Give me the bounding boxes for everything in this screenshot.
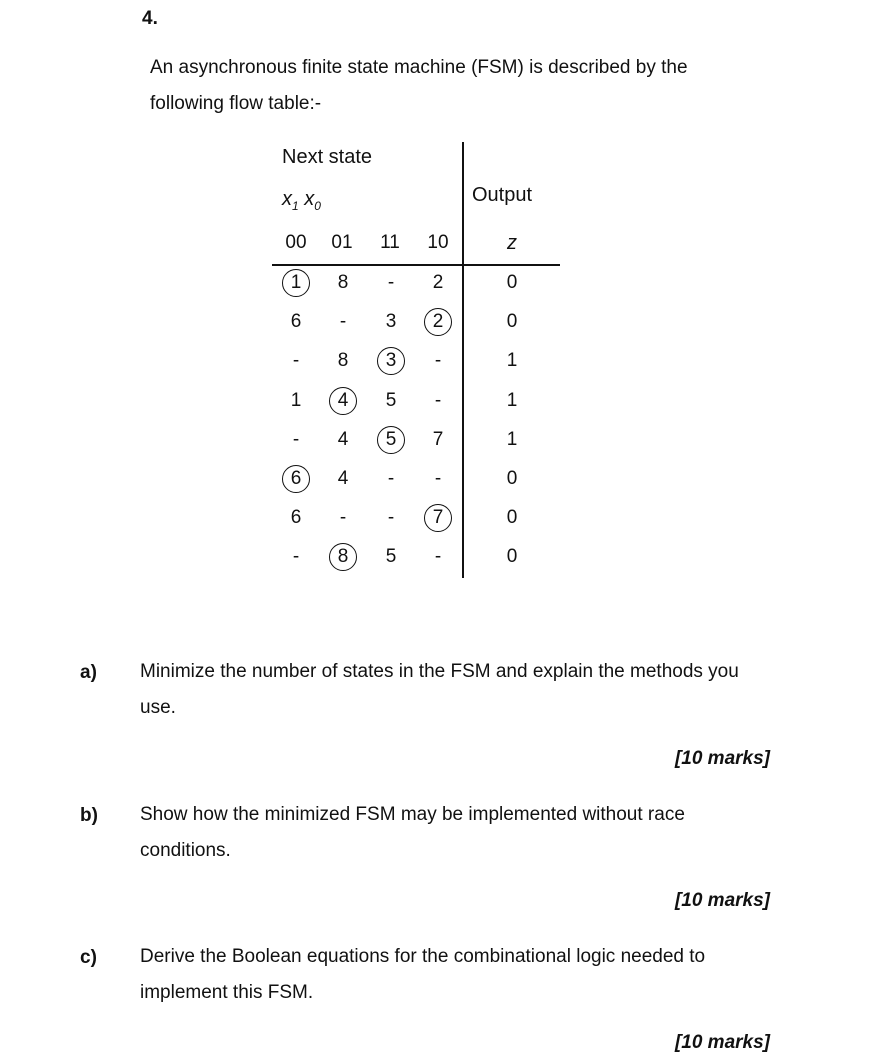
- marks-label: [10 marks]: [674, 748, 770, 769]
- next-state-cell: 1: [290, 389, 302, 411]
- next-state-cell: -: [434, 546, 442, 568]
- flow-table: [270, 140, 570, 580]
- stable-state-cell: 8: [328, 542, 358, 572]
- next-state-cell: 4: [337, 428, 349, 450]
- column-header-00: 00: [285, 232, 307, 253]
- stable-state-cell: 7: [423, 503, 453, 533]
- output-cell: 1: [506, 428, 518, 450]
- intro-line: following flow table:-: [150, 93, 322, 114]
- part-label: c): [80, 947, 97, 968]
- part-text: [140, 939, 780, 1011]
- stable-state-cell: 6: [281, 464, 311, 494]
- part-text-line: Show how the minimized FSM may be implemented without race: [140, 804, 685, 825]
- output-cell: 1: [506, 389, 518, 411]
- stable-state-cell: 2: [423, 307, 453, 337]
- question-intro: [150, 50, 790, 122]
- output-var-header: z: [507, 232, 517, 254]
- next-state-cell: 4: [337, 468, 349, 489]
- next-state-cell: -: [387, 507, 395, 529]
- next-state-cell: 2: [432, 272, 444, 293]
- marks-label: [10 marks]: [674, 1032, 770, 1053]
- output-cell: 0: [506, 468, 518, 489]
- part-text: [140, 654, 780, 726]
- next-state-cell: -: [434, 389, 442, 411]
- next-state-cell: 7: [432, 428, 444, 450]
- next-state-cell: -: [387, 468, 395, 489]
- next-state-cell: 6: [290, 507, 302, 529]
- next-state-cell: -: [292, 546, 300, 568]
- next-state-cell: 8: [337, 350, 349, 372]
- next-state-cell: -: [387, 272, 395, 293]
- output-header: Output: [472, 184, 533, 206]
- stable-state-cell: 3: [376, 346, 406, 376]
- part-label: b): [80, 805, 98, 826]
- stable-state-cell: 1: [281, 268, 311, 298]
- next-state-cell: -: [434, 468, 442, 489]
- part-text-line: Minimize the number of states in the FSM and explain the methods you: [140, 661, 739, 682]
- next-state-cell: 8: [337, 272, 349, 293]
- column-header-01: 01: [331, 232, 353, 253]
- next-state-cell: -: [339, 311, 347, 333]
- next-state-cell: 3: [385, 311, 397, 333]
- table-divider-horizontal: [272, 264, 560, 266]
- next-state-cell: 5: [385, 389, 397, 411]
- output-cell: 0: [506, 546, 518, 568]
- next-state-cell: 5: [385, 546, 397, 568]
- question-number: 4.: [142, 8, 158, 29]
- part-label: a): [80, 662, 97, 683]
- part-text-line: conditions.: [140, 840, 231, 861]
- part-text-line: use.: [140, 697, 176, 718]
- column-header-10: 10: [427, 232, 449, 253]
- next-state-cell: 6: [290, 311, 302, 333]
- next-state-cell: -: [292, 350, 300, 372]
- part-text-line: implement this FSM.: [140, 982, 314, 1003]
- next-state-header: Next state: [282, 146, 373, 168]
- part-text: [140, 797, 780, 869]
- part-text-line: Derive the Boolean equations for the combinational logic needed to: [140, 946, 706, 967]
- next-state-cell: -: [339, 507, 347, 529]
- next-state-cell: -: [292, 428, 300, 450]
- output-cell: 0: [506, 507, 518, 529]
- column-header-11: 11: [380, 232, 400, 253]
- intro-line: An asynchronous finite state machine (FSM) is described by the: [150, 57, 688, 78]
- output-cell: 0: [506, 311, 518, 333]
- input-vars-header: $x_1$ $x_0$: [282, 188, 321, 213]
- marks-label: [10 marks]: [674, 890, 770, 911]
- stable-state-cell: 4: [328, 386, 358, 416]
- output-cell: 1: [506, 350, 518, 372]
- next-state-cell: -: [434, 350, 442, 372]
- table-divider-vertical: [462, 142, 464, 578]
- output-cell: 0: [506, 272, 518, 293]
- stable-state-cell: 5: [376, 425, 406, 455]
